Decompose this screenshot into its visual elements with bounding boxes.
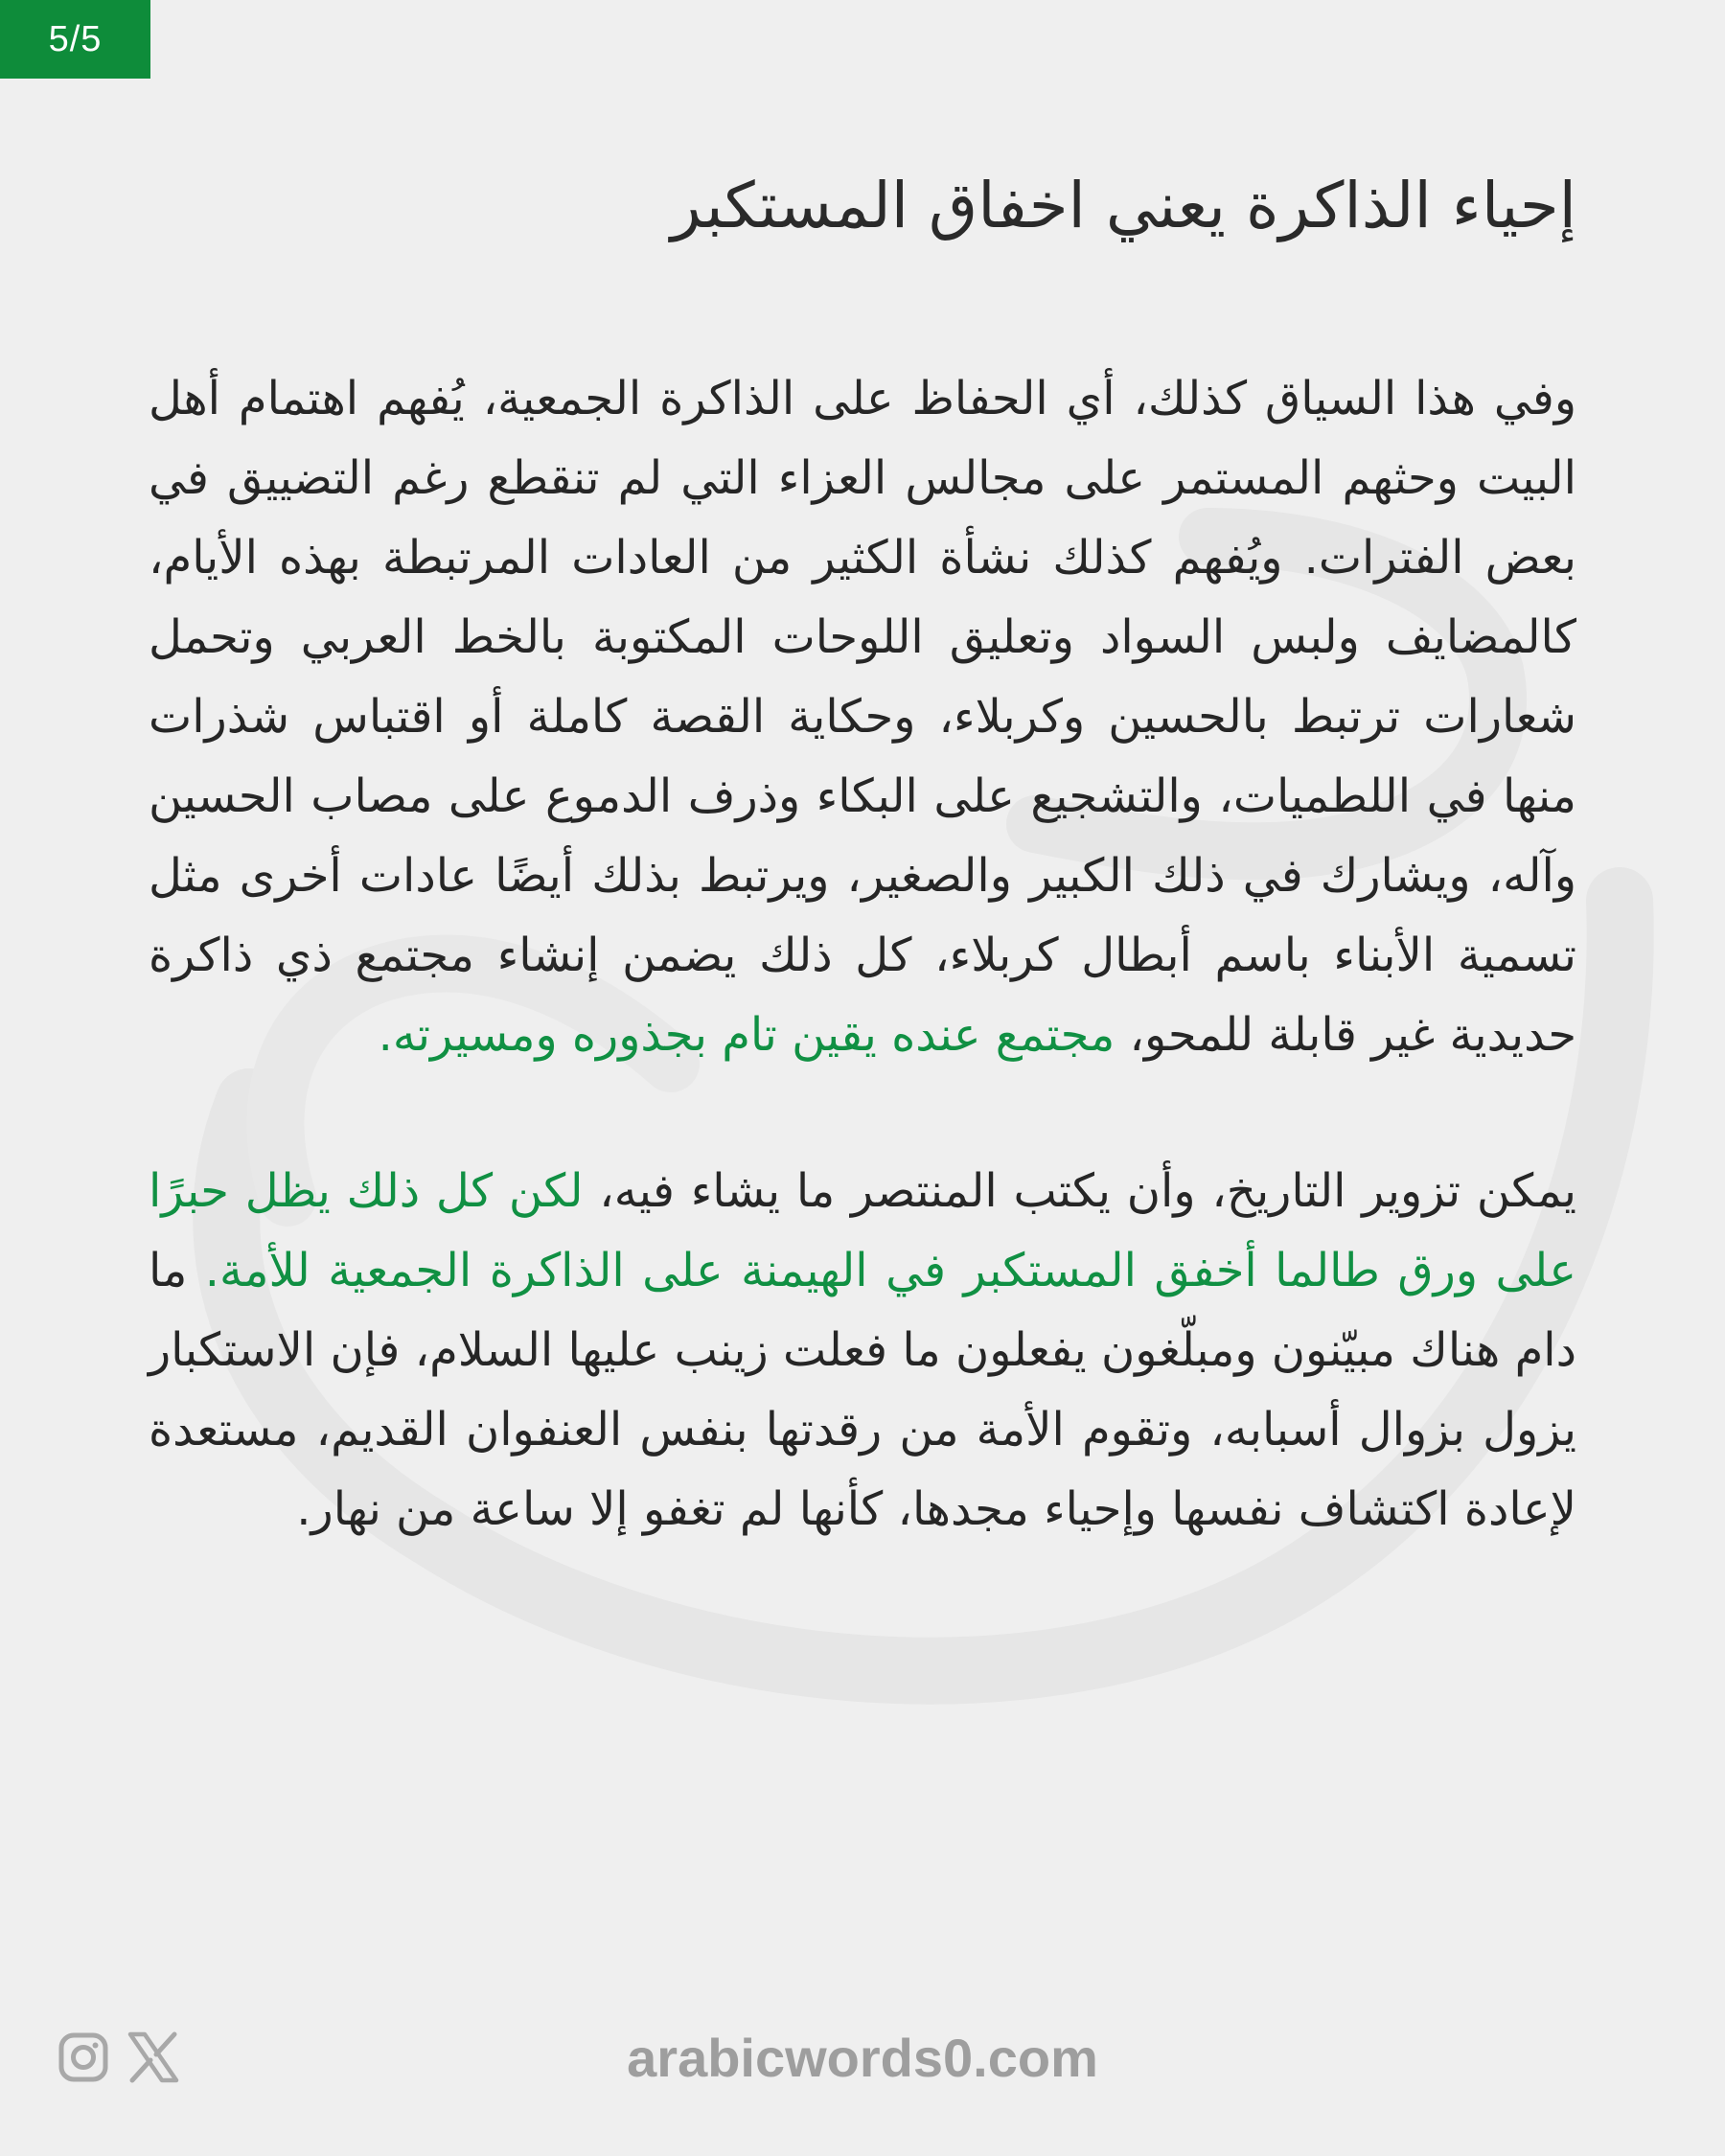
page-indicator-badge: 5/5 [0,0,150,79]
paragraph-1-text: وفي هذا السياق كذلك، أي الحفاظ على الذاكرة الجمعية، يُفهم اهتمام أهل البيت وحثهم المستمر على مجالس العزاء التي لم تنقطع رغم التضييق في بعض الفترات. ويُفهم كذلك نشأة الكثير من العادات المرتبطة بهذه الأيام، كالمضايف ولبس السواد وتعليق اللوحات المكتوبة بالخط العربي وتحمل شعارات ترتبط بالحسين وكربلاء، وحكاية القصة كاملة أو اقتباس شذرات منها في اللطميات، والتشجيع على البكاء وذرف الدموع على مصاب الحسين وآله، ويشارك في ذلك الكبير والصغير، ويرتبط بذلك أيضًا عادات أخرى مثل تسمية الأبناء باسم أبطال كربلاء، كل ذلك يضمن إنشاء مجتمع ذي ذاكرة حديدية غير قابلة للمحو، [149,372,1576,1062]
paragraph-2 [149,1152,1576,1549]
paragraph-1-highlight: مجتمع عنده يقين تام بجذوره ومسيرته. [378,1008,1116,1062]
paragraph-2-highlight: لكن كل ذلك يظل حبرًا على ورق طالما أخفق المستكبر في الهيمنة على الذاكرة الجمعية للأمة. [149,1164,1577,1297]
article [149,163,1576,1549]
website-url: arabicwords0.com [627,2028,1098,2088]
paragraph-1 [149,359,1576,1075]
page-title: إحياء الذاكرة يعني اخفاق المستكبر [670,169,1576,242]
paragraph-2-text-before: يمكن تزوير التاريخ، وأن يكتب المنتصر ما يشاء فيه، [583,1164,1576,1218]
paragraph-2-text-after: ما دام هناك مبيّنون ومبلّغون يفعلون ما فعلت زينب عليها السلام، فإن الاستكبار يزول بزوال أسبابه، وتقوم الأمة من رقدتها بنفس العنفوان القديم، مستعدة لإعادة اكتشاف نفسها وإحياء مجدها، كأنها لم تغفو إلا ساعة من نهار. [149,1244,1576,1536]
